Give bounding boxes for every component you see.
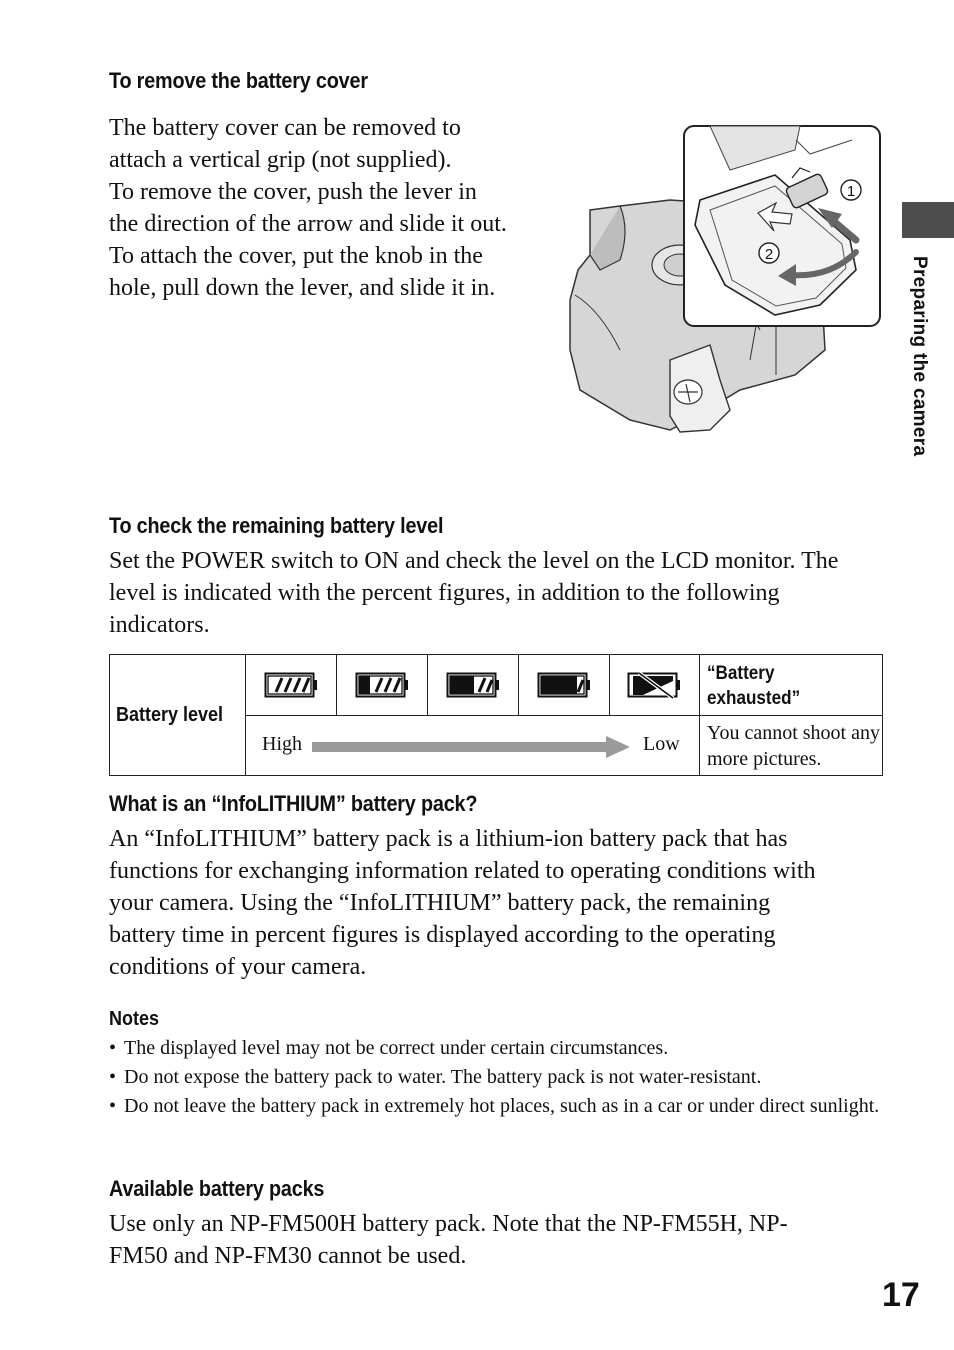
battery-level-table bbox=[109, 654, 883, 776]
text-line: FM50 and NP-FM30 cannot be used. bbox=[109, 1243, 467, 1269]
heading-available-battery-packs: Available battery packs bbox=[109, 1176, 325, 1201]
battery-full-icon bbox=[246, 655, 337, 716]
battery-low-icon bbox=[519, 655, 610, 716]
text-line: The battery cover can be removed to bbox=[109, 115, 461, 141]
note-item: • Do not expose the battery pack to water. The battery pack is not water-resistant. bbox=[109, 1066, 762, 1088]
battery-range bbox=[246, 716, 700, 775]
note-item: • Do not leave the battery pack in extremely hot places, such as in a car or under direct sunlight. bbox=[109, 1095, 880, 1117]
battery-high-icon bbox=[337, 655, 428, 716]
text-line: level is indicated with the percent figures, in addition to the following bbox=[109, 580, 780, 606]
callout-1: 1 bbox=[846, 183, 856, 200]
battery-exhausted-note: You cannot shoot any more pictures. bbox=[707, 722, 880, 770]
text-line: conditions of your camera. bbox=[109, 954, 367, 980]
battery-exhausted-label: “Battery exhausted” bbox=[700, 655, 882, 716]
chapter-tab bbox=[902, 202, 954, 238]
range-arrow-icon bbox=[312, 736, 630, 758]
text-line: indicators. bbox=[109, 612, 210, 638]
heading-remove-battery-cover: To remove the battery cover bbox=[109, 68, 368, 93]
text-line: An “InfoLITHIUM” battery pack is a lithium-ion battery pack that has bbox=[109, 826, 788, 852]
chapter-label: Preparing the camera bbox=[909, 256, 930, 457]
text-line: To attach the cover, put the knob in the bbox=[109, 243, 483, 269]
infolithium-text bbox=[109, 823, 816, 983]
notes-list bbox=[109, 1034, 889, 1121]
check-level-text bbox=[109, 545, 838, 641]
text-line: battery time in percent figures is displayed according to the operating bbox=[109, 922, 776, 948]
remove-cover-text bbox=[109, 112, 507, 304]
heading-infolithium: What is an “InfoLITHIUM” battery pack? bbox=[109, 791, 478, 816]
callout-2: 2 bbox=[764, 246, 774, 263]
text-line: attach a vertical grip (not supplied). bbox=[109, 147, 452, 173]
range-high-label: High bbox=[262, 733, 302, 755]
page-number: 17 bbox=[882, 1276, 920, 1314]
heading-check-battery-level: To check the remaining battery level bbox=[109, 513, 444, 538]
text-line: Use only an NP-FM500H battery pack. Note that the NP-FM55H, NP- bbox=[109, 1211, 788, 1237]
battery-medium-icon bbox=[428, 655, 519, 716]
battery-cover-illustration bbox=[560, 120, 890, 450]
text-line: Set the POWER switch to ON and check the level on the LCD monitor. The bbox=[109, 548, 839, 574]
battery-level-label: Battery level bbox=[110, 655, 246, 775]
available-text bbox=[109, 1208, 788, 1272]
note-item: • The displayed level may not be correct under certain circumstances. bbox=[109, 1037, 669, 1059]
text-line: the direction of the arrow and slide it out. bbox=[109, 211, 507, 237]
notes-heading: Notes bbox=[109, 1008, 160, 1030]
text-line: functions for exchanging information related to operating conditions with bbox=[109, 858, 816, 884]
text-line: To remove the cover, push the lever in bbox=[109, 179, 477, 205]
range-low-label: Low bbox=[643, 733, 680, 755]
text-line: your camera. Using the “InfoLITHIUM” battery pack, the remaining bbox=[109, 890, 771, 916]
battery-exhausted-icon bbox=[610, 655, 700, 716]
text-line: hole, pull down the lever, and slide it in. bbox=[109, 275, 496, 301]
